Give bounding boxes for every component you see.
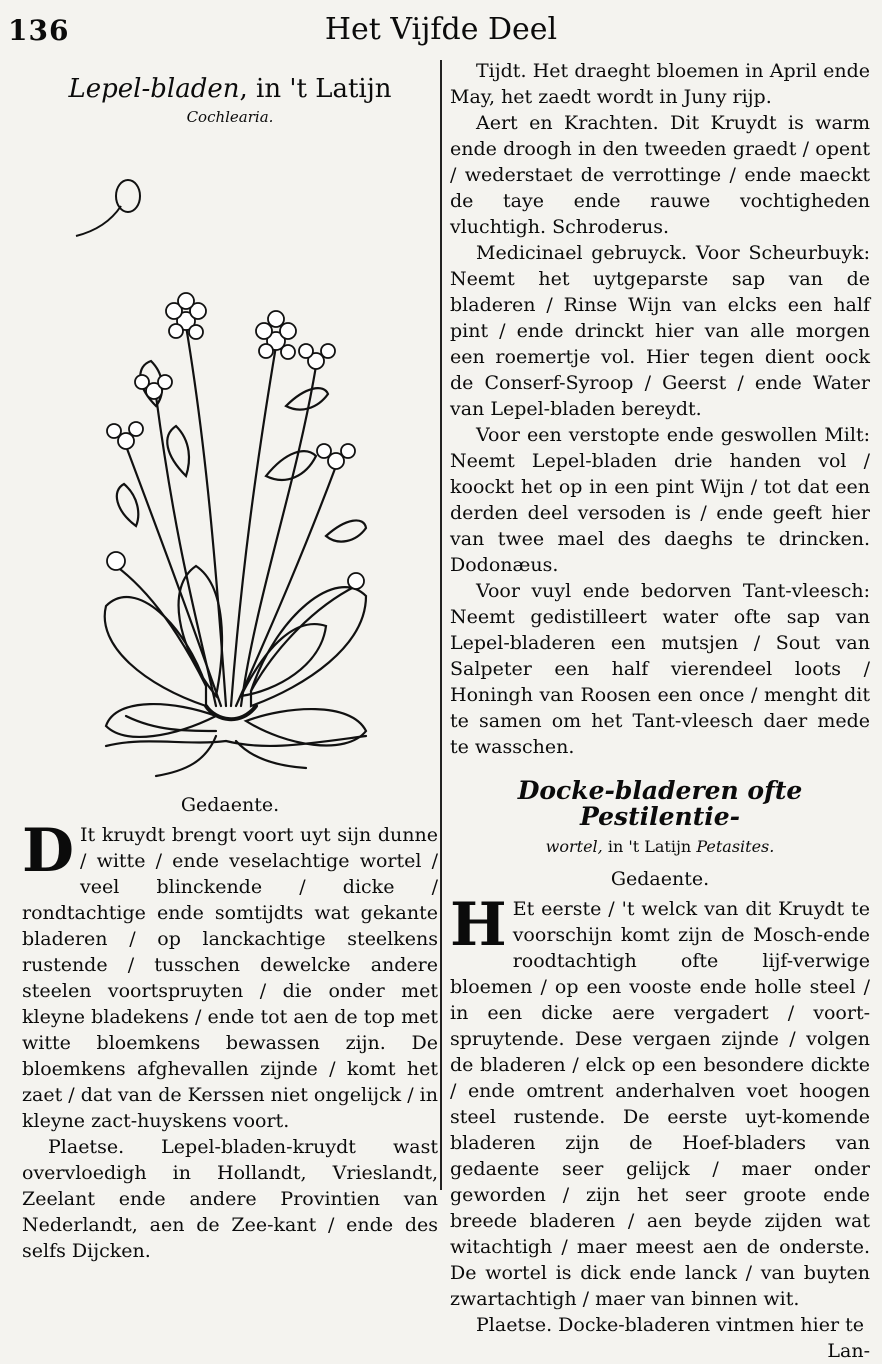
right-dropcap: H — [450, 890, 507, 960]
left-plaetse-paragraph: Plaetse. Lepel-bladen-kruydt wast overvloedigh in Hollandt, Vrieslandt, Zeelant ende andere Provintien van Nederlandt, aen de Zee-kant / ende des selfs Dijcken. — [22, 1136, 438, 1262]
right-gedaente-paragraph — [450, 890, 870, 1312]
left-gedaente-paragraph — [22, 816, 438, 1134]
page-number: 136 — [8, 14, 70, 47]
right-plaetse-paragraph: Plaetse. Docke-bladeren vintmen hier te — [476, 1314, 864, 1336]
left-plant-title-suffix: , in 't Latijn — [239, 74, 392, 104]
right-aert-paragraph: Aert en Krachten. Dit Kruydt is warm ende droogh in den tweeden graedt / opent / wederstaet de verrottinge / ende maeckt de taye ende rauwe vochtigheden vluchtigh. Schroderus. — [450, 112, 870, 238]
right-plant-subtitle — [450, 834, 870, 860]
right-tijdt-paragraph: Tijdt. Het draeght bloemen in April ende May, het zaedt wordt in Juny rijp. — [450, 60, 870, 108]
right-milt-paragraph: Voor een verstopte ende geswollen Milt: Neemt Lepel-bladen drie handen vol / koockt het op in een pint Wijn / tot dat een derden deel versoden is / ende geeft hier van twee mael des daeghs te drincken. Dodonæus. — [450, 424, 870, 576]
left-plant-title — [22, 76, 438, 102]
left-dropcap: D — [22, 816, 75, 886]
catchword: Lan- — [827, 1340, 870, 1362]
column-divider — [440, 60, 442, 1190]
cochlearia-plant-icon — [66, 146, 386, 786]
left-latin-name: Cochlearia. — [186, 108, 274, 126]
left-column — [22, 64, 438, 1264]
right-medicinael-paragraph: Medicinael gebruyck. Voor Scheurbuyk: Neemt het uytgeparste sap van de bladeren / Rinse Wijn van elcks een half pint / ende drinckt hier van alle morgen een roemertje vol. Hier tegen dient oock de Conserf-Syroop / Geerst / ende Water van Lepel-bladen bereydt. — [450, 242, 870, 420]
left-section-gedaente: Gedaente. — [180, 794, 280, 816]
right-tant-paragraph: Voor vuyl ende bedorven Tant-vleesch: Neemt gedistilleert water ofte sap van Lepel-bladeren een mutsjen / Sout van Salpeter een half vierendeel loots / Honingh van Roosen een once / menght dit te samen om het Tant-vleesch daer mede te wasschen. — [450, 580, 870, 758]
right-section-gedaente: Gedaente. — [610, 868, 710, 890]
right-plant-title: Docke-bladeren ofte Pestilentie- — [517, 776, 803, 831]
running-title: Het Vijfde Deel — [324, 12, 558, 47]
left-gedaente-text: It kruydt brengt voort uyt sijn dunne / witte / ende veselachtige wortel / veel blinckende / dicke / rondtachtige ende somtijdts wat gekante bladeren / op lanckachtige steelkens rustende / tusschen dewelcke andere steelen voortspruyten / die onder met kleyne bladekens / ende tot aen de top met witte bloemkens bewassen zijn. De bloemkens afghevallen zijnde / komt het zaet / dat van de Kerssen niet ongelijck / in kleyne zact-huyskens voort. — [22, 824, 438, 1132]
right-latin-prefix: in 't Latijn — [607, 837, 692, 856]
right-title-cont: wortel, — [545, 837, 603, 856]
left-plant-name: Lepel-bladen — [68, 74, 240, 104]
right-gedaente-text: Et eerste / 't welck van dit Kruydt te voorschijn komt zijn de Mosch-ende roodtachtigh ofte lijf-verwige bloemen / op een vooste ende holle steel / in een dicke aere vergadert / voort-spruytende. Dese vergaen zijnde / volgen de bladeren / elck op een besondere dickte / ende omtrent anderhalven voet hoogen steel rustende. De eerste uyt-komende bladeren zijn de Hoef-bladers van gedaente seer gelijck / maer onder geworden / zijn het seer groote ende breede bladeren / aen beyde zijden wat witachtigh / maer meest aen de onderste. De wortel is dick ende lanck / van buyten zwartachtigh / maer van binnen wit. — [450, 898, 870, 1310]
right-column — [450, 58, 870, 1364]
right-latin-name: Petasites. — [696, 837, 775, 856]
